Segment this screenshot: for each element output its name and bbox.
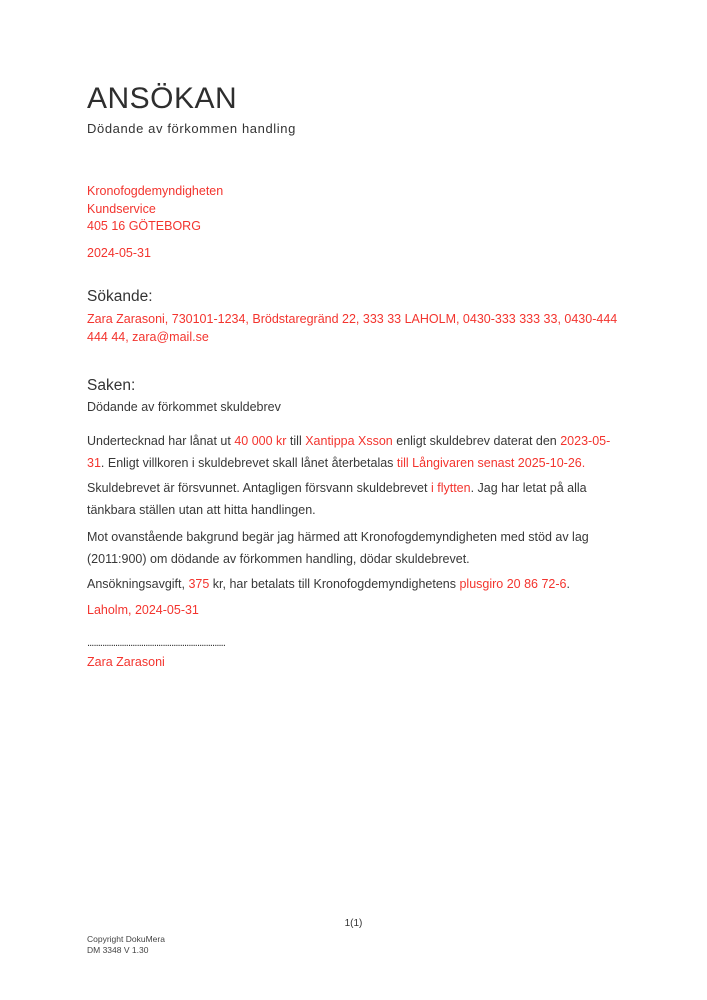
template-text: Mot ovanstående bakgrund begär jag härmed att Kronofogdemyndigheten med stöd av lag (2011:900) om dödande av förkommen handling, dödar skuldebrevet.	[87, 530, 589, 566]
field-value: 40 000 kr	[234, 434, 287, 448]
recipient-postal-city: 405 16 GÖTEBORG	[87, 219, 201, 233]
signature-name: Zara Zarasoni	[87, 655, 165, 669]
page-subtitle: Dödande av förkommen handling	[87, 121, 296, 136]
field-value: 375	[188, 577, 210, 591]
template-text: Ansökningsavgift,	[87, 577, 189, 591]
applicant-heading: Sökande:	[87, 288, 153, 305]
recipient-address-block	[87, 183, 223, 236]
template-text: kr, har betalats till Kronofogdemyndighetens	[209, 577, 460, 591]
body-paragraph-loan	[87, 430, 627, 474]
recipient-name: Kronofogdemyndigheten	[87, 184, 224, 198]
signature-line: ................................................................	[87, 637, 225, 649]
footer-copyright: Copyright DokuMera	[87, 934, 165, 944]
template-text: enligt skuldebrev daterat den	[392, 434, 561, 448]
body-paragraph-fee	[87, 573, 627, 595]
footer-doc-id: DM 3348 V 1.30	[87, 945, 149, 955]
body-paragraph-request	[87, 526, 627, 570]
field-value: i flytten	[430, 481, 471, 495]
applicant-details: Zara Zarasoni, 730101-1234, Brödstaregränd 22, 333 33 LAHOLM, 0430-333 333 33, 0430-444 444 44, zara@mail.se	[87, 312, 618, 344]
template-text: . Jag har letat på alla tänkbara ställen utan att hitta handlingen.	[87, 481, 587, 517]
field-value: 2023-05-31	[87, 434, 611, 470]
subject-text: Dödande av förkommet skuldebrev	[87, 400, 281, 414]
page-number: 1(1)	[344, 918, 363, 929]
template-text: till	[286, 434, 306, 448]
template-text: Skuldebrevet är försvunnet. Antagligen försvann skuldebrevet	[87, 481, 431, 495]
body-paragraph-lost	[87, 477, 627, 521]
signature-place-date: Laholm, 2024-05-31	[87, 603, 199, 617]
subject-heading: Saken:	[87, 377, 136, 394]
footer-meta	[87, 934, 165, 956]
document-date: 2024-05-31	[87, 246, 151, 260]
field-value: till Långivaren senast 2025-10-26.	[396, 456, 586, 470]
template-text: . Enligt villkoren i skuldebrevet skall lånet återbetalas	[100, 456, 397, 470]
page-title: ANSÖKAN	[87, 82, 238, 115]
field-value: plusgiro 20 86 72‑6	[459, 577, 567, 591]
template-text: .	[566, 577, 570, 591]
template-text: Undertecknad har lånat ut	[87, 434, 235, 448]
recipient-department: Kundservice	[87, 201, 156, 216]
field-value: Xantippa Xsson	[305, 434, 393, 448]
